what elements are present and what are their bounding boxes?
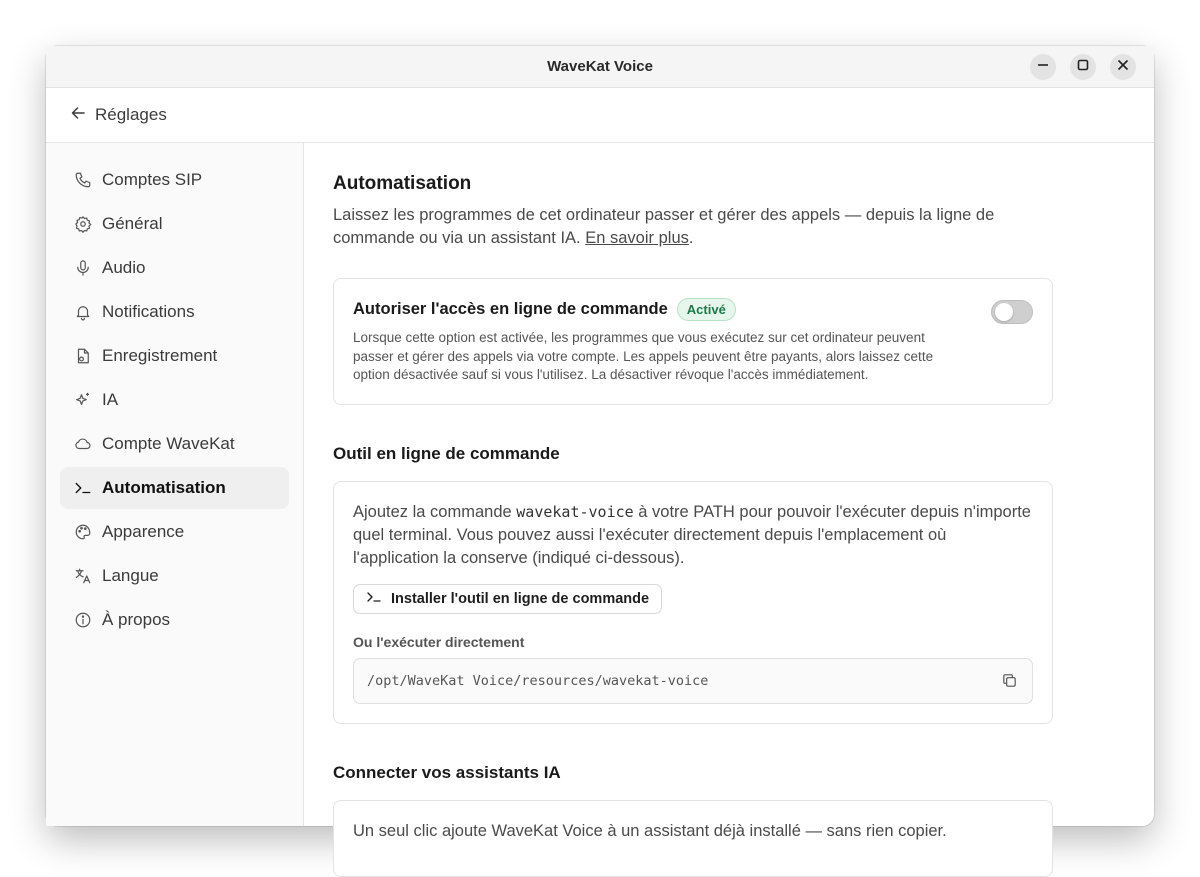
settings-header <box>46 88 1154 143</box>
window-controls <box>1030 54 1136 80</box>
page-title: Automatisation <box>333 173 472 194</box>
sidebar-item-label: Notifications <box>102 302 195 321</box>
sidebar-item-label: IA <box>102 390 119 409</box>
sidebar-item-label: Général <box>102 214 163 233</box>
arrow-left-icon <box>70 105 86 126</box>
sparkles-icon <box>74 391 92 409</box>
install-cli-button[interactable] <box>353 584 662 614</box>
toggle-knob <box>995 303 1013 321</box>
cli-path-value: /opt/WaveKat Voice/resources/wavekat-voice <box>367 672 709 689</box>
cloud-icon <box>74 435 92 453</box>
cli-access-toggle[interactable] <box>991 300 1033 324</box>
cli-access-description: Lorsque cette option est activée, les programmes que vous exécutez sur cet ordinateur peuvent passer et gérer des appels via votre compte. Les appels peuvent être payants, alors laissez cette option désactivée sauf si vous l'utilisez. La désactiver révoque l'accès immédiatement. <box>353 330 934 382</box>
sidebar-item-label: Apparence <box>102 522 185 541</box>
settings-sidebar <box>46 143 304 826</box>
sidebar-item-automatisation[interactable] <box>60 467 289 509</box>
status-badge: Activé <box>677 298 736 321</box>
learn-more-link[interactable]: En savoir plus <box>585 229 689 247</box>
maximize-icon <box>1077 58 1089 76</box>
recording-file-icon <box>74 347 92 365</box>
settings-content <box>305 143 1154 840</box>
settings-body <box>46 143 1154 840</box>
page-description-text: Laissez les programmes de cet ordinateur passer et gérer des appels — depuis la ligne de commande ou via un assistant IA. <box>333 206 995 247</box>
app-window <box>46 46 1154 840</box>
translate-icon <box>74 567 92 585</box>
cli-access-title: Autoriser l'accès en ligne de commande <box>353 300 668 318</box>
sidebar-item-label: Comptes SIP <box>102 170 203 189</box>
sidebar-item-notifications[interactable] <box>60 291 289 333</box>
sidebar-item-label: À propos <box>102 610 171 629</box>
cli-tool-description <box>353 501 1033 570</box>
terminal-icon <box>366 589 382 609</box>
close-icon <box>1117 58 1129 76</box>
sidebar-item-label: Audio <box>102 258 146 277</box>
assistants-section-title: Connecter vos assistants IA <box>333 762 561 782</box>
sidebar-item-apparence[interactable] <box>60 511 289 553</box>
info-icon <box>74 611 92 629</box>
sidebar-item-audio[interactable] <box>60 247 289 289</box>
minimize-button[interactable] <box>1030 54 1056 80</box>
sidebar-item-label: Compte WaveKat <box>102 434 235 453</box>
sidebar-item-a-propos[interactable] <box>60 599 289 641</box>
window-title: WaveKat Voice <box>547 58 653 75</box>
back-label: Réglages <box>95 105 167 124</box>
minimize-icon <box>1037 58 1049 76</box>
cli-access-header <box>353 298 1033 321</box>
close-button[interactable] <box>1110 54 1136 80</box>
phone-icon <box>74 171 92 189</box>
cli-access-card <box>333 278 1053 405</box>
cli-tool-section-title: Outil en ligne de commande <box>333 443 560 463</box>
sidebar-item-label: Automatisation <box>102 478 226 497</box>
assistants-description: Un seul clic ajoute WaveKat Voice à un assistant déjà installé — sans rien copier. <box>353 821 947 840</box>
gear-icon <box>74 215 92 233</box>
sidebar-item-ia[interactable] <box>60 379 289 421</box>
maximize-button[interactable] <box>1070 54 1096 80</box>
back-button[interactable] <box>70 105 167 126</box>
install-cli-label: Installer l'outil en ligne de commande <box>391 590 650 607</box>
sidebar-item-compte-wavekat[interactable] <box>60 423 289 465</box>
cli-path-field[interactable] <box>353 658 1033 704</box>
sidebar-item-label: Enregistrement <box>102 346 218 365</box>
sidebar-item-general[interactable] <box>60 203 289 245</box>
command-name: wavekat-voice <box>516 502 634 521</box>
sidebar-item-langue[interactable] <box>60 555 289 597</box>
sidebar-item-label: Langue <box>102 566 159 585</box>
microphone-icon <box>74 259 92 277</box>
title-bar <box>46 46 1154 88</box>
assistants-card <box>333 800 1053 877</box>
copy-icon[interactable] <box>1001 672 1018 689</box>
bell-icon <box>74 303 92 321</box>
sidebar-item-comptes-sip[interactable] <box>60 159 289 201</box>
cli-desc-after: à votre PATH pour pouvoir l'exécuter depuis n'importe quel terminal. Vous pouvez aussi l'exécuter directement depuis l'emplacement où l'application la conserve (indiqué ci-dessous). <box>353 502 1031 567</box>
cli-tool-card <box>333 481 1053 724</box>
palette-icon <box>74 523 92 541</box>
sidebar-item-enregistrement[interactable] <box>60 335 289 377</box>
cli-desc-before: Ajoutez la commande <box>353 502 512 521</box>
terminal-icon <box>74 479 92 497</box>
page-description: Laissez les programmes de cet ordinateur passer et gérer des appels — depuis la ligne de commande ou via un assistant IA. En savoir plus. <box>333 206 995 247</box>
direct-run-label: Ou l'exécuter directement <box>353 633 525 650</box>
